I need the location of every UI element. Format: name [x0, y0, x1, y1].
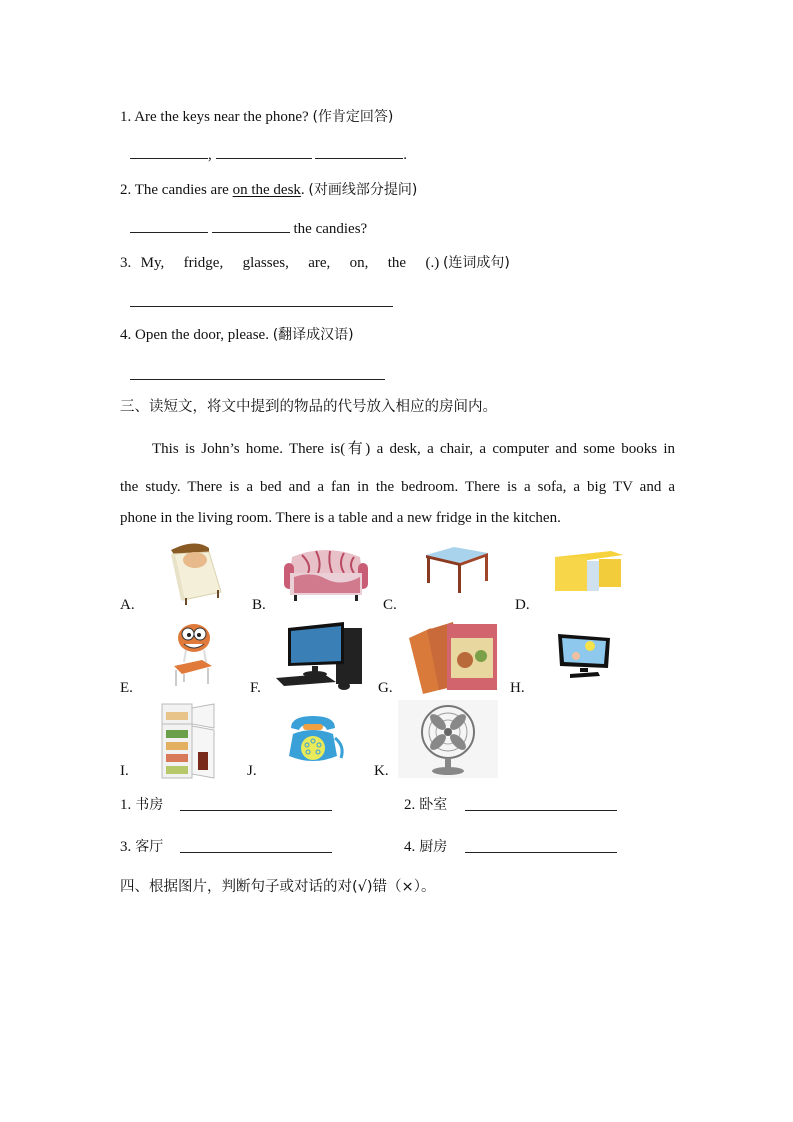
computer-icon	[274, 620, 366, 692]
answer-blank[interactable]	[130, 144, 208, 159]
question-number: 1.	[120, 109, 132, 125]
question-punct: .	[300, 182, 305, 198]
question-3	[120, 254, 510, 272]
item-letter-k: K.	[374, 763, 389, 779]
room-answer-3	[120, 836, 163, 856]
question-number: 2.	[120, 182, 132, 198]
item-letter-b: B.	[252, 597, 266, 613]
question-number: 4.	[120, 327, 132, 343]
section-4-heading: 四、根据图片，判断句子或对话的对(√)错（×）。	[120, 879, 436, 895]
scrambled-word: My,	[140, 255, 165, 271]
question-text: Open the door, please.	[135, 327, 269, 343]
question-instruction: (作肯定回答)	[312, 109, 394, 125]
room-answer-4	[404, 836, 447, 856]
answer-blank[interactable]	[216, 144, 312, 159]
fridge-icon	[160, 702, 216, 780]
item-letter-e: E.	[120, 680, 133, 696]
question-4	[120, 326, 354, 344]
phone-icon	[285, 712, 347, 768]
table-icon	[424, 545, 490, 595]
books-icon	[405, 620, 499, 694]
answer-line-3[interactable]	[130, 306, 393, 307]
answer-tail-text: the candies?	[293, 221, 368, 237]
room-name: 客厅	[135, 839, 164, 855]
bed-icon	[165, 540, 225, 606]
answer-blank[interactable]	[130, 218, 208, 233]
item-letter-c: C.	[383, 597, 397, 613]
question-text: The candies are	[134, 182, 229, 198]
desk-icon	[553, 547, 625, 597]
room-number: 3.	[120, 839, 132, 855]
room-answer-blank-3[interactable]	[180, 852, 332, 853]
question-instruction: (翻译成汉语)	[272, 327, 354, 343]
chair-icon	[168, 622, 218, 690]
passage-line-1: This is John’s home. There is(有) a desk, a chair, a computer and some books in	[152, 441, 675, 457]
question-instruction: (对画线部分提问)	[308, 182, 418, 198]
room-answer-blank-4[interactable]	[465, 852, 617, 853]
underlined-phrase: on the desk	[232, 182, 301, 198]
item-letter-j: J.	[247, 763, 257, 779]
item-letter-f: F.	[250, 680, 261, 696]
item-letter-d: D.	[515, 597, 530, 613]
item-letter-g: G.	[378, 680, 393, 696]
section-3-heading: 三、读短文，将文中提到的物品的代号放入相应的房间内。	[120, 399, 497, 415]
passage-line-3: phone in the living room. There is a table and a new fridge in the kitchen.	[120, 510, 561, 526]
room-answer-2	[404, 794, 447, 814]
question-2	[120, 181, 417, 199]
answer-blank[interactable]	[212, 218, 290, 233]
room-name: 卧室	[419, 797, 448, 813]
answer-blank[interactable]	[315, 144, 403, 159]
fan-icon	[398, 700, 498, 778]
room-name: 书房	[135, 797, 164, 813]
room-answer-1	[120, 794, 163, 814]
scrambled-word-end: (.) (连词成句)	[425, 255, 510, 271]
scrambled-word: on,	[349, 255, 369, 271]
question-1	[120, 108, 393, 126]
room-number: 2.	[404, 797, 416, 813]
scrambled-word: the	[387, 255, 407, 271]
scrambled-word: are,	[308, 255, 331, 271]
question-number: 3.	[120, 255, 132, 271]
tv-icon	[556, 630, 612, 680]
question-text: Are the keys near the phone?	[134, 109, 309, 125]
answer-line-1: , .	[130, 144, 407, 164]
room-number: 1.	[120, 797, 132, 813]
question-instruction: (连词成句)	[442, 255, 510, 271]
room-number: 4.	[404, 839, 416, 855]
answer-line-4[interactable]	[130, 379, 385, 380]
item-letter-h: H.	[510, 680, 525, 696]
scrambled-word: glasses,	[242, 255, 289, 271]
passage-line-2: the study. There is a bed and a fan in the bedroom. There is a sofa, a big TV and a	[120, 479, 675, 495]
scrambled-word: fridge,	[183, 255, 224, 271]
room-answer-blank-1[interactable]	[180, 810, 332, 811]
room-answer-blank-2[interactable]	[465, 810, 617, 811]
sofa-icon	[282, 547, 370, 603]
item-letter-a: A.	[120, 597, 135, 613]
answer-line-2	[130, 218, 367, 238]
item-letter-i: I.	[120, 763, 129, 779]
room-name: 厨房	[419, 839, 448, 855]
